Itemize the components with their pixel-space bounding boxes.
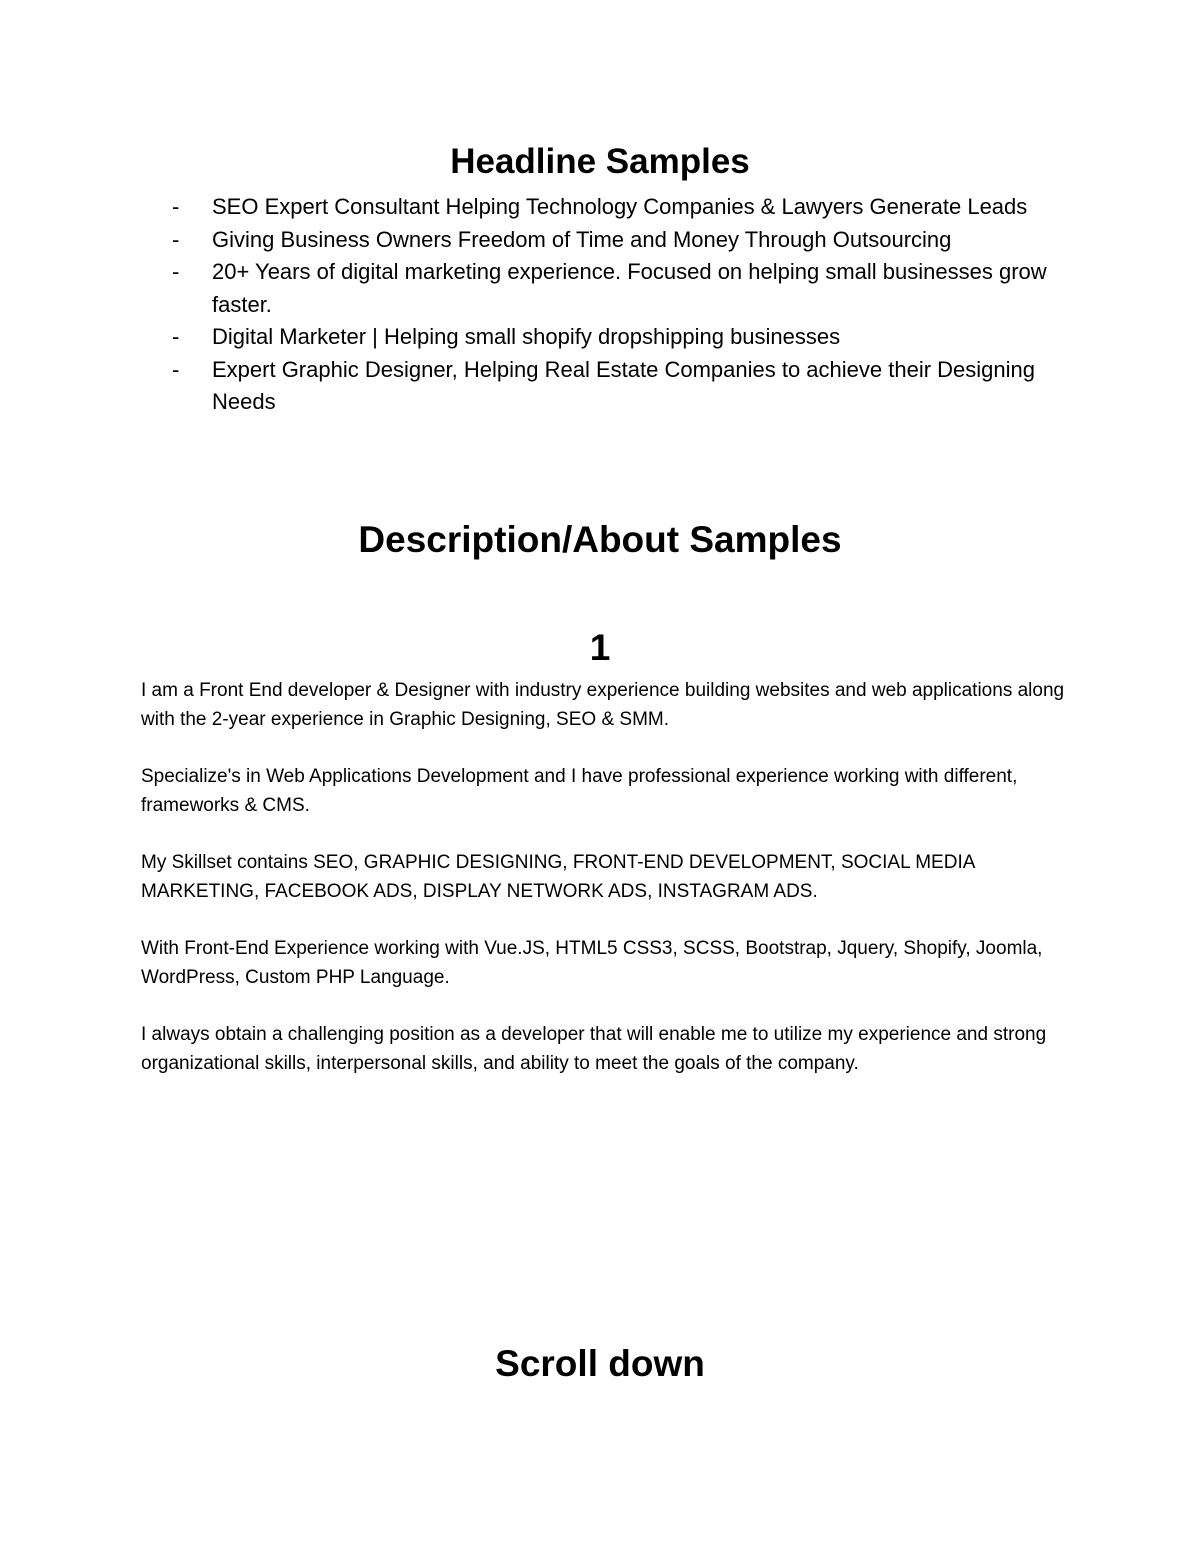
bullet-dash: - (172, 356, 180, 382)
sample-number: 1 (589, 627, 611, 668)
headline-list (172, 191, 1062, 419)
about-paragraph: I am a Front End developer & Designer with industry experience building websites and web applications along with the 2-year experience in Graphic Designing, SEO & SMM. (141, 680, 1065, 730)
bullet-dash: - (172, 259, 180, 284)
headline-text: Expert Graphic Designer, Helping Real Estate Companies to achieve their Designing Needs (212, 356, 1035, 414)
about-paragraph: My Skillset contains SEO, GRAPHIC DESIGNING, FRONT-END DEVELOPMENT, SOCIAL MEDIA MARKETING, FACEBOOK ADS, DISPLAY NETWORK ADS, INSTAGRAM ADS. (141, 852, 975, 902)
headline-text: SEO Expert Consultant Helping Technology Companies & Lawyers Generate Leads (212, 194, 1028, 219)
about-samples-title: Description/About Samples (358, 519, 842, 560)
list-item (172, 191, 1062, 224)
headline-samples-title: Headline Samples (450, 142, 750, 181)
headline-text: Giving Business Owners Freedom of Time and Money Through Outsourcing (212, 226, 952, 252)
about-sample-body (141, 677, 1071, 1107)
headline-text: 20+ Years of digital marketing experience. Focused on helping small businesses grow faster. (212, 259, 1047, 317)
list-item (172, 354, 1062, 419)
about-paragraph: Specialize's in Web Applications Development and I have professional experience working with different, frameworks & CMS. (141, 766, 1018, 816)
about-paragraph: I always obtain a challenging position as a developer that will enable me to utilize my experience and strong organizational skills, interpersonal skills, and ability to meet the goals of the company. (141, 1024, 1047, 1074)
scroll-down-heading: Scroll down (495, 1343, 705, 1384)
bullet-dash: - (172, 226, 180, 252)
about-paragraph: With Front-End Experience working with Vue.JS, HTML5 CSS3, SCSS, Bootstrap, Jquery, Shopify, Joomla, WordPress, Custom PHP Language. (141, 938, 1043, 988)
bullet-dash: - (172, 324, 180, 349)
list-item (172, 224, 1062, 257)
headline-text: Digital Marketer | Helping small shopify dropshipping businesses (212, 324, 841, 349)
list-item (172, 256, 1062, 321)
bullet-dash: - (172, 194, 180, 219)
list-item (172, 321, 1062, 354)
